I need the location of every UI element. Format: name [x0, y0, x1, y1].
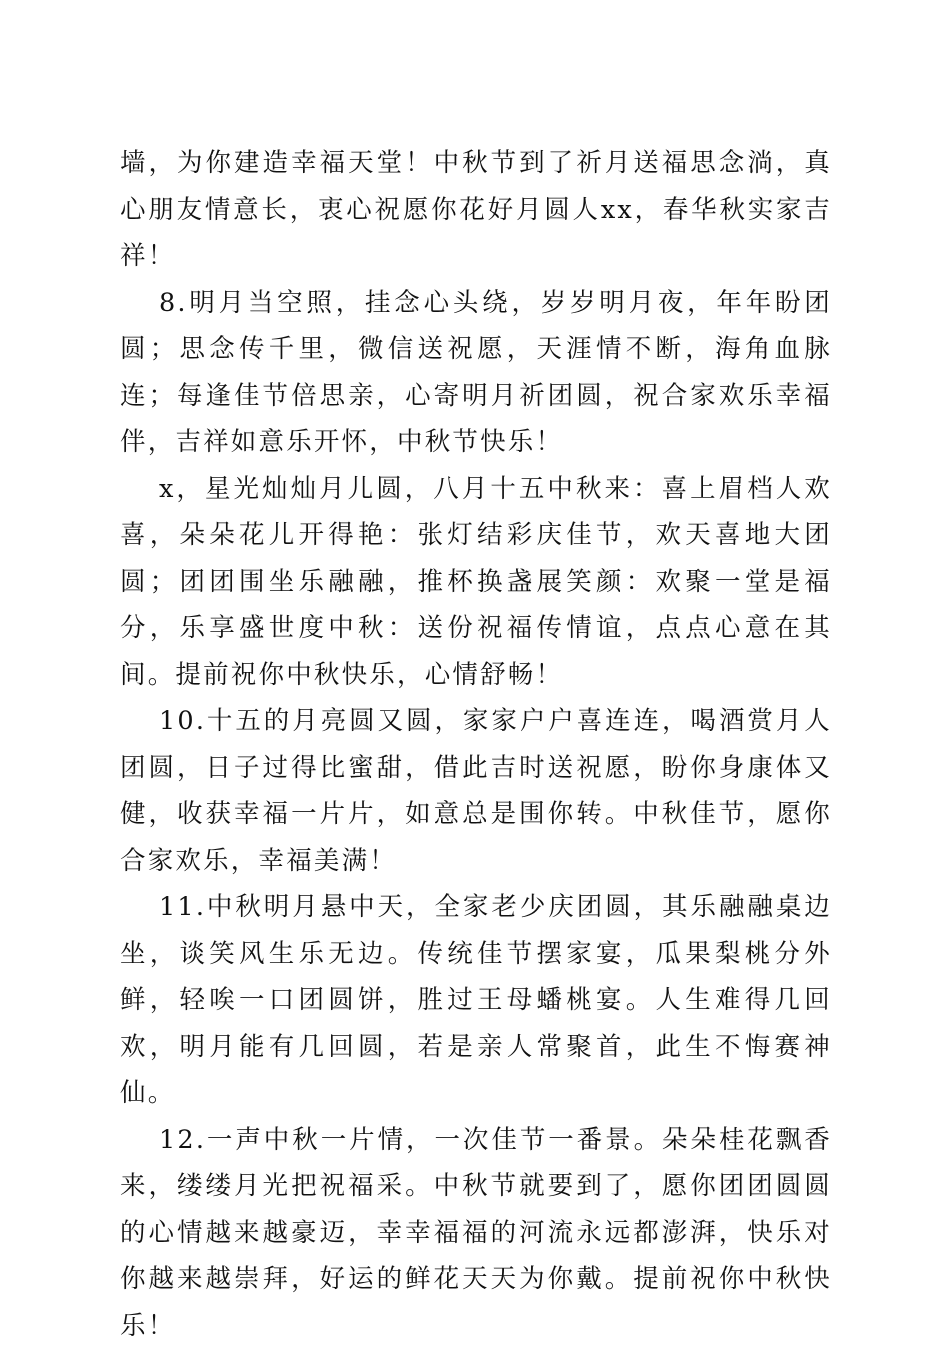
paragraph-item-9: x，星光灿灿月儿圆，八月十五中秋来：喜上眉档人欢喜，朵朵花儿开得艳：张灯结彩庆佳节，欢天喜地大团圆；团团围坐乐融融，推杯换盏展笑颜：欢聚一堂是福分，乐享盛世度中秋：送份祝福传情谊，点点心意在其间。提前祝你中秋快乐，心情舒畅！ [120, 466, 832, 699]
paragraph-item-8: 8.明月当空照，挂念心头绕，岁岁明月夜，年年盼团圆；思念传千里，微信送祝愿，天涯情不断，海角血脉连；每逢佳节倍思亲，心寄明月祈团圆，祝合家欢乐幸福伴，吉祥如意乐开怀，中秋节快乐！ [120, 280, 832, 466]
paragraph-item-12: 12.一声中秋一片情，一次佳节一番景。朵朵桂花飘香来，缕缕月光把祝福采。中秋节就要到了，愿你团团圆圆的心情越来越豪迈，幸幸福福的河流永远都澎湃，快乐对你越来越崇拜，好运的鲜花天天为你戴。提前祝你中秋快乐！ [120, 1117, 832, 1349]
paragraph-item-11: 11.中秋明月悬中天，全家老少庆团圆，其乐融融桌边坐，谈笑风生乐无边。传统佳节摆家宴，瓜果梨桃分外鲜，轻唉一口团圆饼，胜过王母蟠桃宴。人生难得几回欢，明月能有几回圆，若是亲人常聚首，此生不悔赛神仙。 [120, 884, 832, 1117]
paragraph-item-10: 10.十五的月亮圆又圆，家家户户喜连连，喝酒赏月人团圆，日子过得比蜜甜，借此吉时送祝愿，盼你身康体又健，收获幸福一片片，如意总是围你转。中秋佳节，愿你合家欢乐，幸福美满！ [120, 698, 832, 884]
paragraph-continued: 墙，为你建造幸福天堂！中秋节到了祈月送福思念淌，真心朋友情意长，衷心祝愿你花好月圆人xx，春华秋实家吉祥！ [120, 140, 832, 280]
document-body [120, 140, 832, 1349]
